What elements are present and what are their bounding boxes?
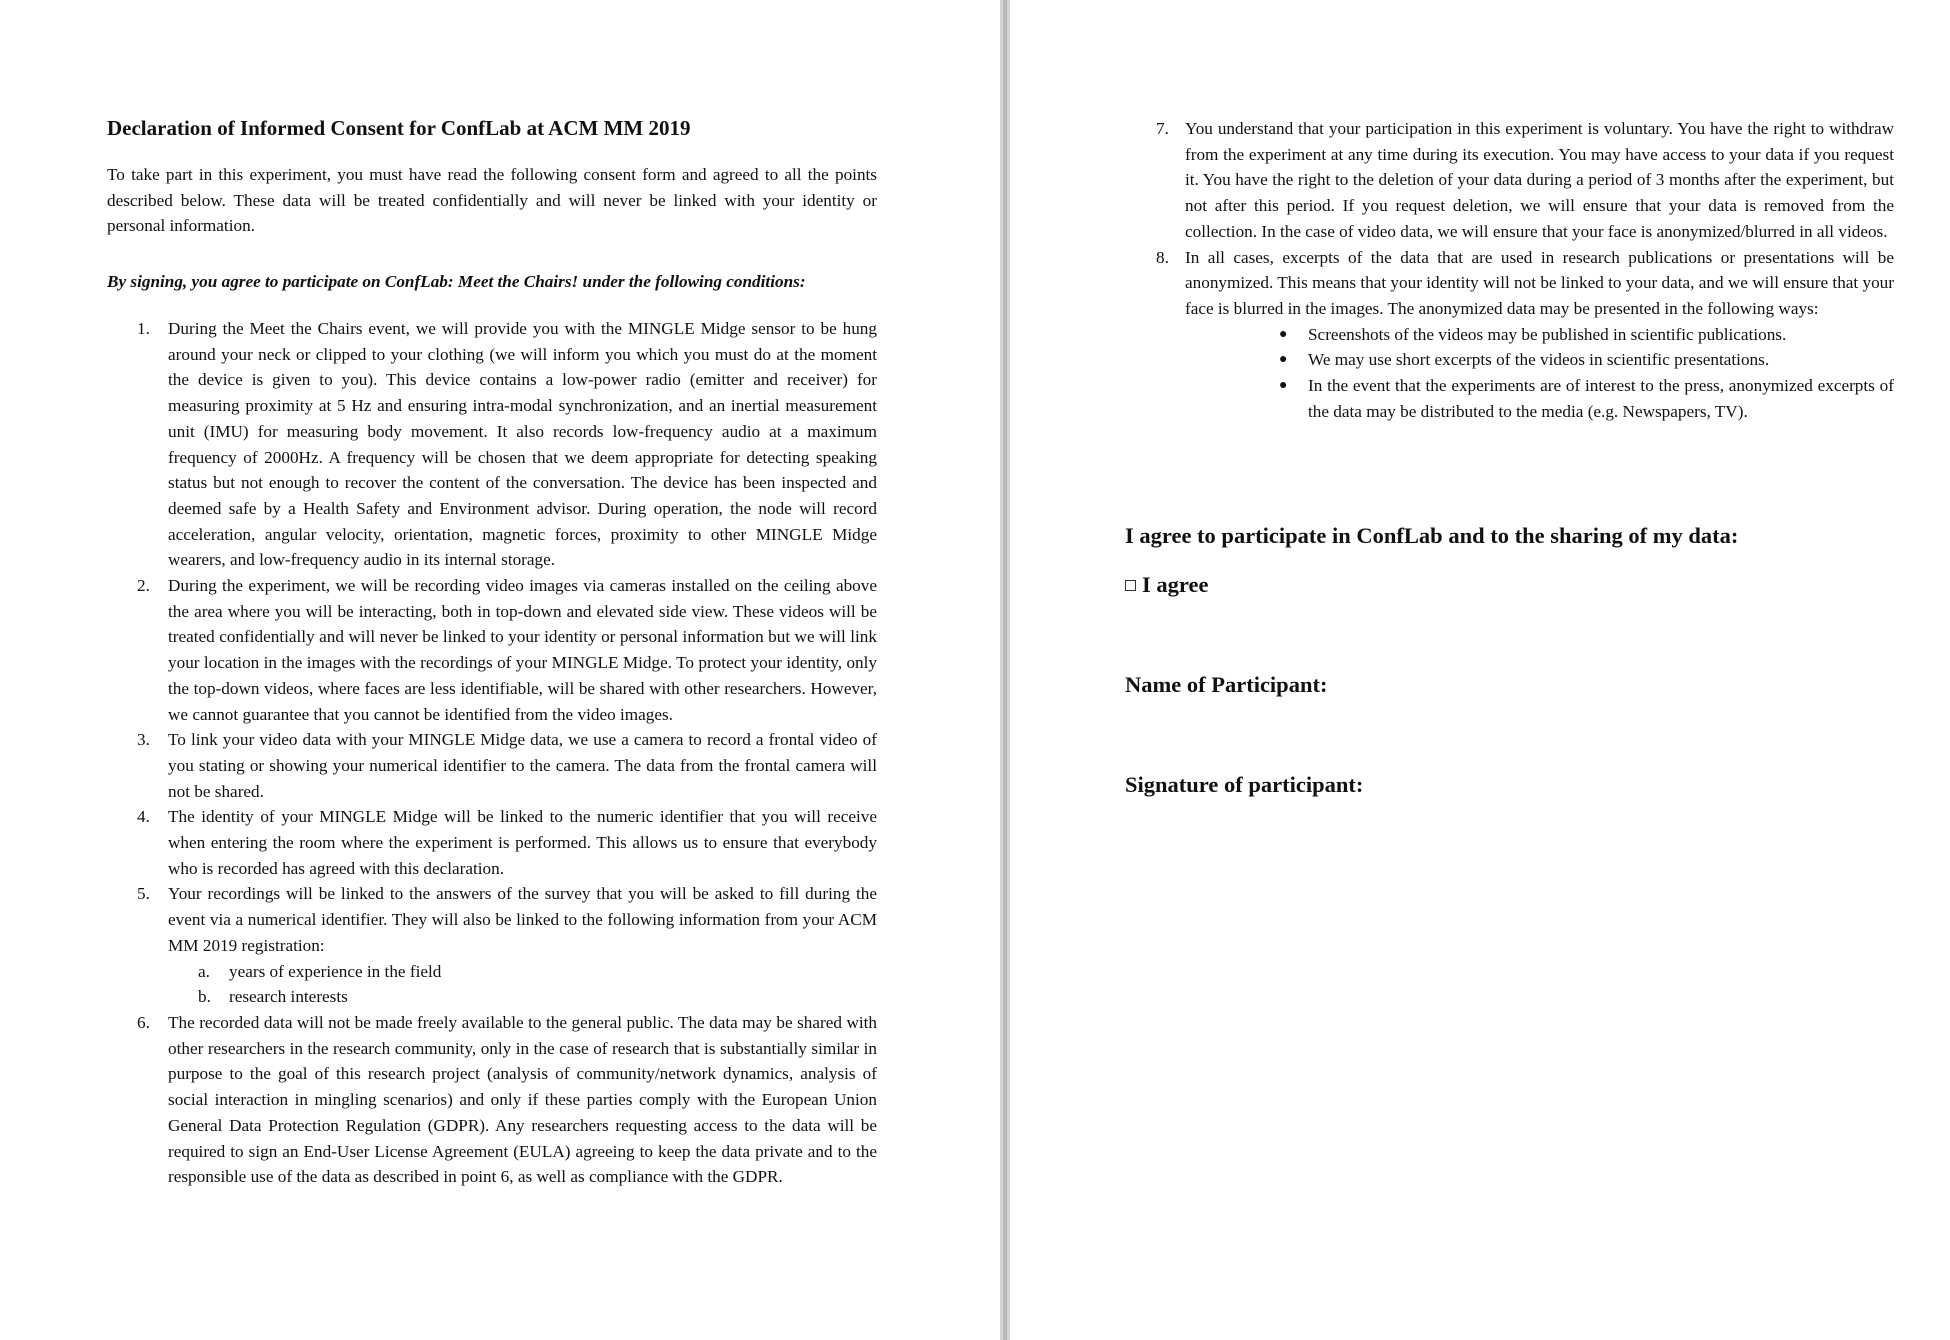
consent-heading: I agree to participate in ConfLab and to the sharing of my data:	[1125, 523, 1739, 548]
conditions-heading: By signing, you agree to participate on ConfLab: Meet the Chairs! under the following conditions:	[107, 272, 806, 291]
item-text: The identity of your MINGLE Midge will be linked to the numeric identifier that you will receive when entering the room where the experiment is performed. This allows us to ensure that everybody who is recorded has agreed with this declaration.	[168, 807, 877, 878]
sub-list-item	[168, 984, 877, 1010]
item-text: In all cases, excerpts of the data that are used in research publications or presentations will be anonymized. This means that your identity will not be linked to your data, and we will ensure that your face is blurred in the images. The anonymized data may be presented in the following ways:	[1185, 247, 1894, 318]
bullet-text: We may use short excerpts of the videos in scientific presentations.	[1308, 350, 1770, 370]
page-divider-line	[1003, 0, 1007, 1340]
bullet-text: In the event that the experiments are of interest to the press, anonymized excerpts of the data may be distributed to the media (e.g. Newspapers, TV).	[1308, 376, 1894, 421]
participant-name-label: Name of Participant:	[1125, 672, 1328, 697]
sub-item-letter: a.	[198, 961, 210, 981]
participant-signature-label: Signature of participant:	[1125, 772, 1364, 797]
list-item	[107, 881, 877, 1010]
item-number: 5.	[137, 884, 150, 904]
list-item	[107, 727, 877, 804]
sub-item-text: research interests	[229, 987, 348, 1007]
item-text: You understand that your participation in this experiment is voluntary. You have the right to withdraw from the experiment at any time during its execution. You may have access to your data if you request it. You have the right to the deletion of your data during a period of 3 months after the experiment, but not after this period. If you request deletion, we will ensure that your data is removed from the collection. In the case of video data, we will ensure that your face is anonymized/blurred in all videos.	[1185, 119, 1894, 241]
sub-item-letter: b.	[198, 987, 211, 1007]
agree-label: I agree	[1142, 572, 1209, 597]
item-number: 7.	[1156, 119, 1169, 138]
bullet-icon: ●	[1279, 378, 1288, 394]
bullet-icon: ●	[1279, 326, 1288, 342]
item-text: During the experiment, we will be recording video images via cameras installed on the ceiling above the area where you will be interacting, both in top-down and elevated side view. These videos will be treated confidentially and will never be linked to your identity or personal information but we will link your location in the images with the recordings of your MINGLE Midge. To protect your identity, only the top-down videos, where faces are less identifiable, will be shared with other researchers. However, we cannot guarantee that you cannot be identified from the video images.	[168, 576, 877, 724]
bullet-item	[1185, 322, 1894, 348]
registration-info-sublist	[168, 959, 877, 1010]
agree-checkbox[interactable]	[1125, 580, 1136, 591]
agree-row[interactable]	[1125, 572, 1208, 598]
consent-conditions-list	[107, 316, 877, 1190]
bullet-text: Screenshots of the videos may be published in scientific publications.	[1308, 324, 1787, 344]
bullet-icon: ●	[1279, 352, 1288, 368]
item-text: To link your video data with your MINGLE Midge data, we use a camera to record a frontal video of you stating or showing your numerical identifier to the camera. The data from the frontal camera will not be shared.	[168, 730, 877, 801]
list-item	[1124, 245, 1894, 425]
anonymized-presentation-bullets	[1185, 322, 1894, 425]
item-text: Your recordings will be linked to the answers of the survey that you will be asked to fill during the event via a numerical identifier. They will also be linked to the following information from your ACM MM 2019 registration:	[168, 884, 877, 955]
list-item	[107, 316, 877, 573]
item-number: 8.	[1156, 247, 1169, 267]
item-number: 3.	[137, 730, 150, 750]
list-item	[107, 1010, 877, 1190]
item-text: During the Meet the Chairs event, we will provide you with the MINGLE Midge sensor to be hung around your neck or clipped to your clothing (we will inform you which you must do at the moment the device is given to you). This device contains a low-power radio (emitter and receiver) for measuring proximity at 5 Hz and ensuring intra-modal synchronization, and an inertial measurement unit (IMU) for measuring body movement. It also records low-frequency audio at a maximum frequency of 2000Hz. A frequency will be chosen that we deem appropriate for detecting speaking status but not enough to recover the content of the conversation. The device has been inspected and deemed safe by a Health Safety and Environment advisor. During operation, the node will record acceleration, angular velocity, orientation, magnetic forces, proximity to other MINGLE Midge wearers, and low-frequency audio in its internal storage.	[168, 319, 877, 570]
list-item	[1124, 116, 1894, 245]
sub-list-item	[168, 959, 877, 985]
bullet-item	[1185, 347, 1894, 373]
list-item	[107, 804, 877, 881]
item-number: 6.	[137, 1012, 150, 1032]
item-text: The recorded data will not be made freely available to the general public. The data may be shared with other researchers in the research community, only in the case of research that is substantially similar in purpose to the goal of this research project (analysis of community/network dynamics, analysis of social interaction in mingling scenarios) and only if these parties comply with the European Union General Data Protection Regulation (GDPR). Any researchers requesting access to the data will be required to sign an End-User License Agreement (EULA) agreeing to keep the data private and to the responsible use of the data as described in point 6, as well as compliance with the GDPR.	[168, 1012, 877, 1187]
document-title: Declaration of Informed Consent for ConfLab at ACM MM 2019	[107, 116, 691, 140]
list-item	[107, 573, 877, 727]
sub-item-text: years of experience in the field	[229, 961, 442, 981]
item-number: 2.	[137, 576, 150, 596]
bullet-item	[1185, 373, 1894, 424]
item-number: 4.	[137, 807, 150, 827]
consent-conditions-list-continued	[1124, 116, 1894, 424]
intro-paragraph: To take part in this experiment, you must have read the following consent form and agreed to all the points described below. These data will be treated confidentially and will never be linked with your identity or personal information.	[107, 165, 877, 236]
item-number: 1.	[137, 319, 150, 338]
